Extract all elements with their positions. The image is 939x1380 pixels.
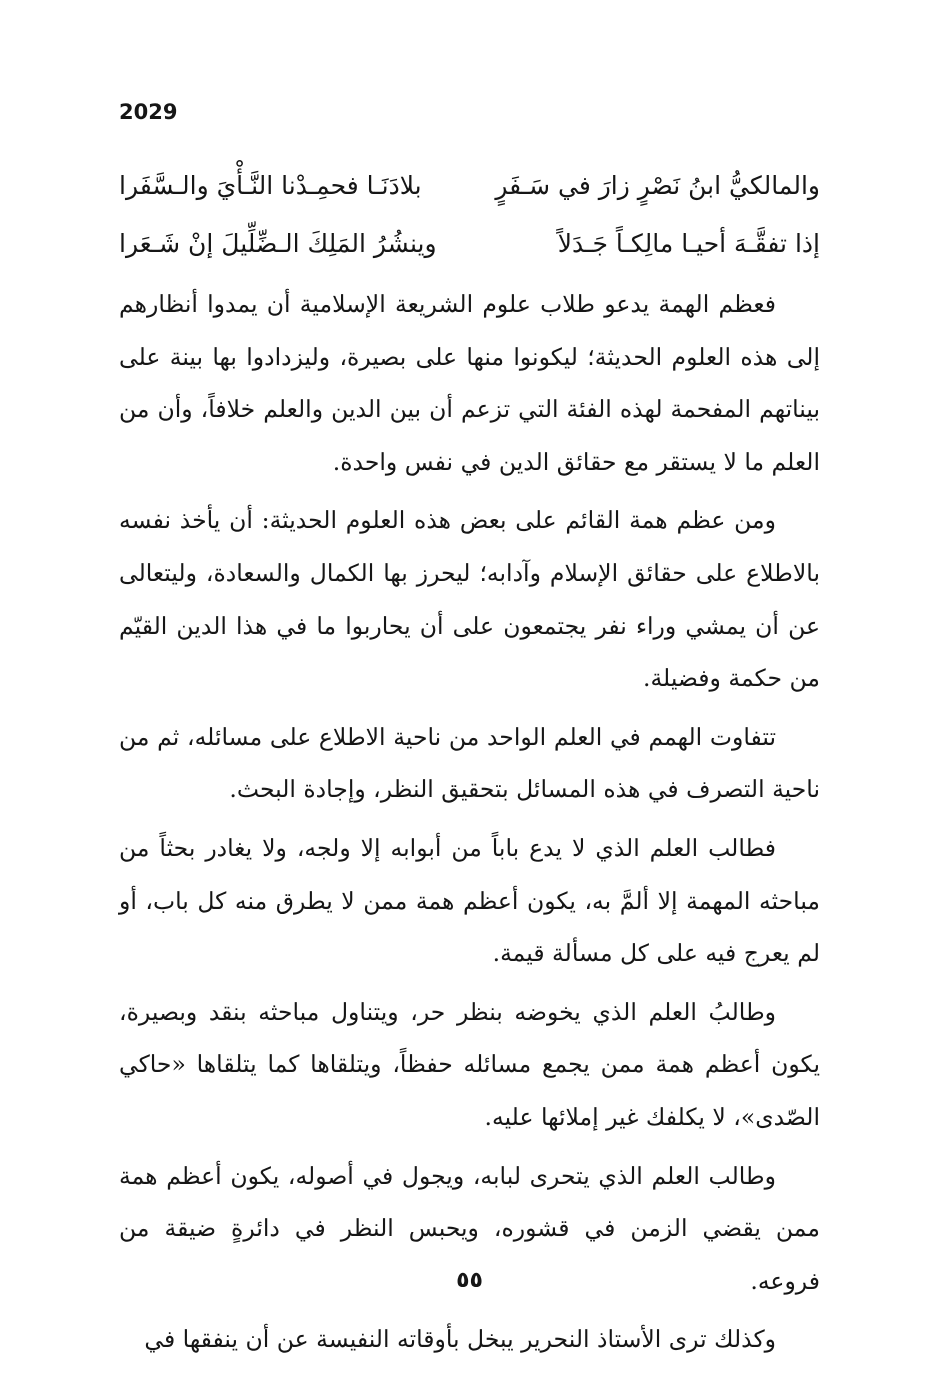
paragraph: تتفاوت الهمم في العلم الواحد من ناحية الاطلاع على مسائله، ثم من ناحية التصرف في هذه المسائل بتحقيق النظر، وإجادة البحث. (119, 722, 820, 804)
poem (119, 156, 820, 272)
verse-line (119, 214, 820, 272)
verse-first-hemistich: والمالكيُّ ابنُ نَصْرٍ زارَ في سَـفَرٍ (495, 170, 820, 200)
paragraph: وطالب العلم الذي يتحرى لبابه، ويجول في أصوله، يكون أعظم همة ممن يقضي الزمن في قشوره، ويحبس النظر في دائرةٍ ضيقة من فروعه. (119, 1161, 820, 1295)
verse-line (119, 156, 820, 214)
paragraph: وطالبُ العلم الذي يخوضه بنظر حر، ويتناول مباحثه بنقد وبصيرة، يكون أعظم همة ممن يجمع مسائله حفظاً، ويتلقاها كما يتلقاها «حاكي الصّدى»، لا يكلفك غير إملائها عليه. (119, 997, 820, 1131)
paragraph: فعظم الهمة يدعو طلاب علوم الشريعة الإسلامية أن يمدوا أنظارهم إلى هذه العلوم الحديثة؛ ليكونوا منها على بصيرة، وليزدادوا بها بينة على بيناتهم المفحمة لهذه الفئة التي تزعم أن بين الدين والعلم خلافاً، وأن من العلم ما لا يستقر مع حقائق الدين في نفس واحدة. (119, 290, 820, 476)
body-text (119, 278, 820, 1372)
page-id: 2029 (119, 100, 178, 124)
verse-first-hemistich: إذا تفقَّـهَ أحيـا مالِكـاً جَـدَلاً (557, 228, 820, 258)
paragraph: وكذلك ترى الأستاذ النحرير يبخل بأوقاته النفيسة عن أن ينفقها في (144, 1325, 776, 1354)
page-number: ٥٥ (456, 1268, 483, 1293)
paragraph: فطالب العلم الذي لا يدع باباً من أبوابه إلا ولجه، ولا يغادر بحثاً من مباحثه المهمة إلا ألمَّ به، يكون أعظم همة ممن لا يطرق منه كل باب، أو لم يعرج فيه على كل مسألة قيمة. (119, 833, 820, 968)
verse-second-hemistich: وينشُرُ المَلِكَ الـضِّلِّيلَ إنْ شَـعَرا (119, 228, 437, 258)
verse-second-hemistich: بلادَنَـا فحمِـدْنا النَّـأْيَ والـسَّفَرا (119, 170, 422, 200)
paragraph: ومن عظم همة القائم على بعض هذه العلوم الحديثة: أن يأخذ نفسه بالاطلاع على حقائق الإسلام وآدابه؛ ليحرز بها الكمال والسعادة، وليتعالى عن أن يمشي وراء نفر يجتمعون على أن يحاربوا ما في هذا الدين القيّم من حكمة وفضيلة. (119, 506, 820, 693)
